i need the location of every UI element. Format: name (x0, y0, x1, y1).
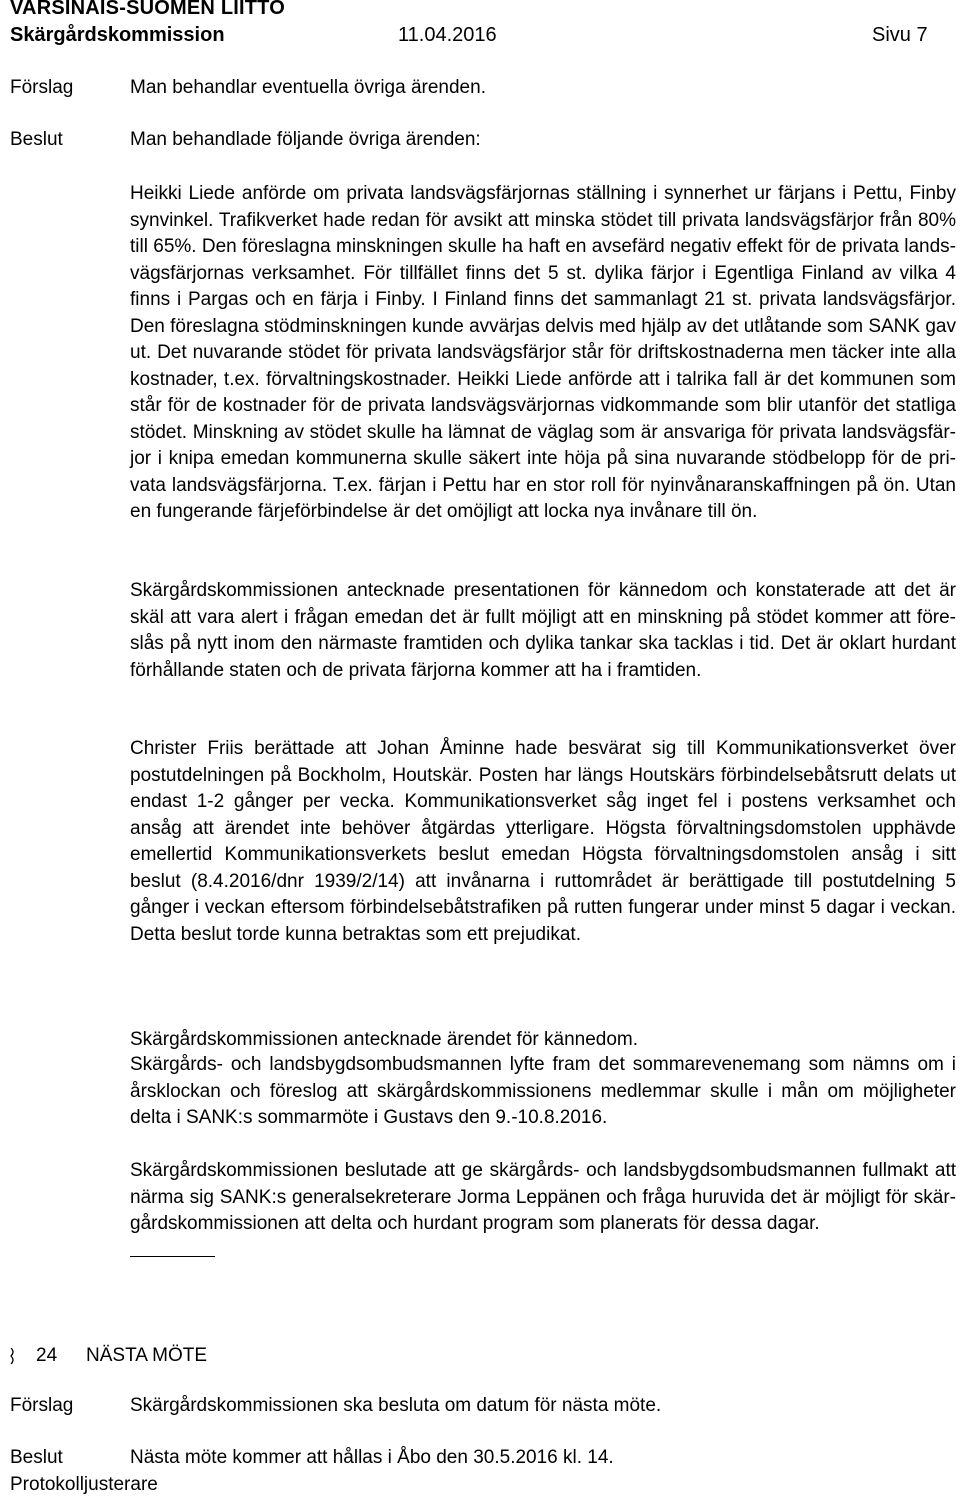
beslut-label: Beslut (10, 129, 63, 150)
paragraph-commission-decision: Skärgårdskommissionen beslutade att ge skärgårds- och landsbygdsombudsmannen fullmakt att närma sig SANK:s generalsekreterare Jorma Leppänen och fråga huruvida det är möjligt för skärgårdskommissionen att delta och hurdant program som planerats för dessa dagar. (130, 1160, 956, 1234)
organization-name: VARSINAIS-SUOMEN LIITTO (10, 0, 285, 19)
forslag-label: Förslag (10, 77, 74, 98)
section-title: NÄSTA MÖTE (86, 1345, 208, 1366)
section-forslag-text: Skärgårdskommissionen ska besluta om datum för nästa möte. (130, 1395, 662, 1416)
meeting-date: 11.04.2016 (398, 24, 497, 46)
section-beslut-label: Beslut (10, 1447, 63, 1468)
beslut-text: Man behandlade följande övriga ärenden: (130, 129, 481, 150)
paragraph-friis: Christer Friis berättade att Johan Åminne hade besvärat sig till Kommunikationsverket över postutdelningen på Bockholm, Houtskär. Posten har längs Houtskärs förbindelsebåtsrutt delats ut endast 1-2 gånger per vecka. Kommunikationsverket såg inget fel i postens verksamhet och ansåg att ärendet inte behöver åtgärdas ytterligare. Högsta förvaltningsdomstolen upphävde emellertid Kommunikationsverkets beslut emedan Högsta förvaltningsdomstolen ansåg i sitt beslut (8.4.2016/dnr 1939/2/14) att invånarna i ruttområdet är berättigade till postutdelning 5 gånger i veckan eftersom förbindelsebåtstrafiken på rutten fungerar under minst 5 dagar i veckan. Detta beslut torde kunna betraktas som ett prejudikat. (130, 738, 956, 945)
paragraph-commission-ack: Skärgårdskommissionen antecknade ärendet för kännedom. (130, 1029, 639, 1050)
committee-name: Skärgårdskommission (10, 24, 225, 46)
section-forslag-label: Förslag (10, 1395, 74, 1416)
paragraph-commission-note: Skärgårdskommissionen antecknade presentationen för kännedom och konstaterade att det är skäl att vara alert i frågan emedan det är fullt möjligt att en minskning på stödet kommer att föreslås på nytt inom den närmaste framtiden och dylika tankar ska tacklas i tid. Det är oklart hurdant förhållande staten och de privata färjorna kommer att ha i framtiden. (130, 580, 956, 681)
forslag-text: Man behandlar eventuella övriga ärenden. (130, 77, 486, 98)
page-number: Sivu 7 (872, 24, 928, 46)
paragraph-liede: Heikki Liede anförde om privata landsvägsfärjornas ställning i synnerhet ur färjans i Pettu, Finby synvinkel. Trafikverket hade redan för avsikt att minska stödet till privata landsvägsfärjor från 80% till 65%. Den föreslagna minskningen skulle ha haft en avsefärd negativ effekt för de privata landsvägsfärjornas verksamhet. För tillfället finns det 5 st. dylika färjor i Egentliga Finland av vilka 4 finns i Pargas och en färja i Finby. I Finland finns det sammanlagt 21 st. privata landsvägsfärjor. Den föreslagna stödminskningen kunde avvärjas delvis med hjälp av det utlåtande som SANK gav ut. Det nuvarande stödet för privata landsvägsfärjor står för driftskostnaderna men täcker inte alla kostnader, t.ex. förvaltningskostnader. Heikki Liede anförde att i talrika fall är det kommunen som står för de kostnader för de privata landsvägsvärjornas vidkommande som blir utanför det statliga stödet. Minskning av stödet skulle ha lämnat de väglag som är ansvariga för privata landsvägsfärjor i knipa emedan kommunerna skulle säkert inte höja på sina nuvarande stödbelopp för de privata landsvägsfärjorna. T.ex. färjan i Pettu har en stor roll för nyinvånaranskaffningen på ön. Utan en fungerande färjeförbindelse är det omöjligt att locka nya invånare till ön. (130, 183, 956, 522)
section-number: 24 (36, 1345, 58, 1366)
separator-line (130, 1256, 215, 1257)
section-beslut-text: Nästa möte kommer att hållas i Åbo den 30.5.2016 kl. 14. (130, 1447, 614, 1468)
protokolljusterare-label: Protokolljusterare (10, 1474, 158, 1495)
section-marker-icon (10, 1347, 20, 1365)
paragraph-ombudsman: Skärgårds- och landsbygdsombudsmannen lyfte fram det sommarevenemang som nämns om i årsklockan och föreslog att skärgårdskommissionens medlemmar skulle i mån om möjligheter delta i SANK:s sommarmöte i Gustavs den 9.-10.8.2016. (130, 1054, 956, 1128)
